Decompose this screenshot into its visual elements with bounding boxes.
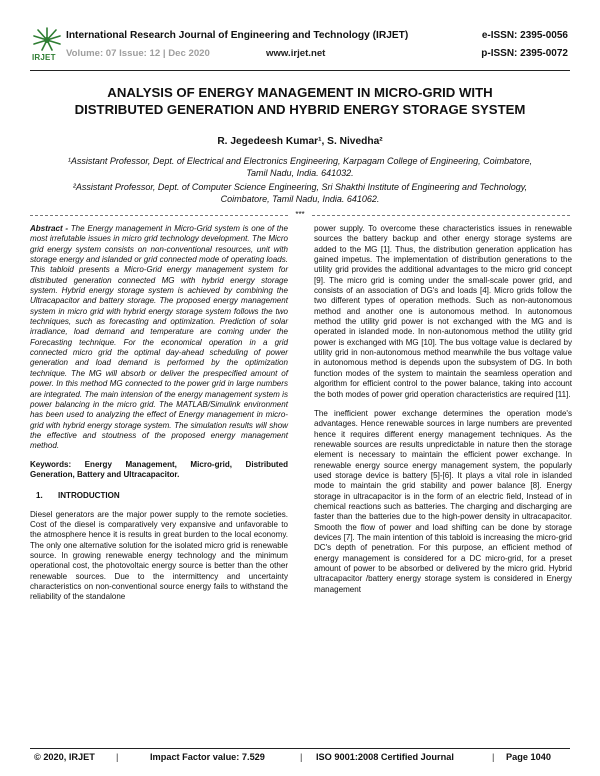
journal-website-link[interactable]: www.irjet.net bbox=[266, 48, 326, 59]
footer-impact-factor: Impact Factor value: 7.529 bbox=[150, 752, 265, 762]
footer-page-number: Page 1040 bbox=[506, 752, 551, 762]
page-footer bbox=[30, 752, 570, 766]
journal-name: International Research Journal of Engineering and Technology (IRJET) bbox=[66, 30, 409, 41]
paper-title bbox=[30, 84, 570, 118]
separator-stars: *** bbox=[295, 210, 305, 219]
footer-separator: | bbox=[116, 752, 119, 762]
keywords: Keywords: Energy Management, Micro-grid, Distributed Generation, Battery and Ultracapacitor. bbox=[30, 459, 288, 479]
intro-paragraph-1: Diesel generators are the major power supply to the remote societies. Cost of the diesel is comparatively very expansive and unfavorable to the atmosphere hence it is results in great burden to the local economy. The only one alternative solution for the isolated micro grid is renewable source. In growing renewable energy technology and the minimum operational cost, the photovoltaic energy source is better than the other renewable sources. Due to the intermittency and uncertainty characteristics on non-conventional source energy fails to withstand the reliability of the standalone bbox=[30, 509, 288, 602]
p-issn: p-ISSN: 2395-0072 bbox=[481, 48, 568, 59]
abstract-text: The Energy management in Micro-Grid system is one of the most irrefutable issues in micro grid technology development. The Micro grid energy system consists on non-conventional resources, unit with storage energy and islanded or grid connected mode of operating loads. This tabloid presents a Micro-Grid energy management system for distributed generation connected MG with hybrid energy storage system. Hybrid energy storage system is achieved by combining the Ultracapacitor and battery storage. The proposed energy management system in micro grid with hybrid energy storage system follows the two techniques, such as forecasting and optimization. Prediction of solar irradiance, load demand and temperature are coming under the Forecasting technique. For the economical operation in a grid connected micro grid the optimal day-ahead scheduling of power generation and load demand is performed by the optimization technique. The MG will absorb or deliver the prespecified amount of power. In this method MG connected to the power grid in large numbers are integrated. The main intension of the energy management system is power balancing in the micro grid. The MATLAB/Simulink environment has been used to analyzing the effect of Energy management in micro-grid with hybrid energy storage system. The simulation results will show the effective and stoutness of the proposed energy management method. bbox=[30, 224, 288, 451]
star-burst-icon bbox=[30, 26, 64, 54]
footer-separator: | bbox=[492, 752, 495, 762]
right-paragraph-1: power supply. To overcome these characteristics issues in renewable sources the battery backup and other energy storage systems are added to the MG [1]. Thus, the distribution generation application has gained impetus. The implementation of distribution generations to the utility grid provides the additional advantages to the micro grid concept [9]. The micro grid is coming under the small-scale power grid, and consists of an association of DG's and loads [4]. Micro grids follow the two different types of operation methods. Such as non-autonomous method and another one is autonomous method. In autonomous method the utility grid power is not exchanged with the MG and is operated in islanded mode. In non-autonomous method the utility grid power is exchanged with MG [10]. The bus voltage value is declared by utility grid in non-autonomous method meanwhile the bus voltage value in autonomous method is depends upon the subsystem of DG. In both function modes of the system to maintain the seamless operation and algorithm for efficient control to the power balance, taking into account the both modes of power grid operation characteristics are required [11]. bbox=[314, 224, 572, 399]
left-column bbox=[30, 224, 288, 607]
affiliation-1-line-1: ¹Assistant Professor, Dept. of Electrical and Electronics Engineering, Karpagam College of Engineering, Coimbatore, bbox=[67, 156, 533, 166]
journal-header bbox=[30, 26, 570, 66]
footer-copyright: © 2020, IRJET bbox=[34, 752, 95, 762]
irjet-logo bbox=[30, 26, 64, 66]
footer-separator: | bbox=[300, 752, 303, 762]
affiliation-1 bbox=[30, 155, 570, 179]
separator-dash-right bbox=[312, 215, 570, 216]
header-divider bbox=[30, 70, 570, 71]
section-separator bbox=[30, 210, 570, 220]
logo-text: IRJET bbox=[32, 53, 56, 62]
affiliation-2-line-2: Coimbatore, Tamil Nadu, India. 641062. bbox=[220, 194, 380, 204]
section-number: 1. bbox=[36, 491, 43, 501]
footer-divider bbox=[30, 748, 570, 749]
affiliation-2-line-1: ²Assistant Professor, Dept. of Computer Science Engineering, Sri Shakthi Institute of Engineering and Technology, bbox=[72, 182, 528, 192]
right-paragraph-2: The inefficient power exchange determines the operation mode's advantages. Hence renewable sources in large numbers are prevented hence it requires different energy management techniques. As the renewable sources are results unpredictable in nature then the storage element is necessary to maintain the efficient power exchange. In renewable energy source energy management system, the popularly used storage device is battery [5]-[6]. It plays a vital role in islanded mode to maintain the grid stability and power balance [8]. Energy storage in ultracapacitor is in the form of an electric field, Instead of in chemical reactions such as batteries. The charging and discharging are faster than the batteries due to the high-power density in ultracapacitor. Smooth the flow of power and load shifting can be done by storage devices [7]. The main intention of this tabloid is increasing the micro-grid DC's depth of penetration. For this purpose, an efficient method of energy management is considered for a DC micro-grid, for a preset amount of power to be absorbed or delivered by the micro grid. Hybrid ultracapacitor /battery energy storage system is considered in Energy management bbox=[314, 408, 572, 594]
section-heading-introduction bbox=[30, 491, 288, 501]
footer-iso: ISO 9001:2008 Certified Journal bbox=[316, 752, 454, 762]
volume-issue: Volume: 07 Issue: 12 | Dec 2020 bbox=[66, 48, 210, 59]
right-column bbox=[314, 224, 572, 599]
abstract bbox=[30, 224, 288, 452]
abstract-label: Abstract - bbox=[30, 224, 69, 233]
title-line-2: DISTRIBUTED GENERATION AND HYBRID ENERGY STORAGE SYSTEM bbox=[74, 102, 526, 117]
section-title: INTRODUCTION bbox=[58, 491, 120, 501]
affiliation-2 bbox=[30, 181, 570, 205]
title-line-1: ANALYSIS OF ENERGY MANAGEMENT IN MICRO-GRID WITH bbox=[107, 85, 493, 100]
authors: R. Jegedeesh Kumar¹, S. Nivedha² bbox=[217, 136, 383, 147]
affiliation-1-line-2: Tamil Nadu, India. 641032. bbox=[246, 168, 354, 178]
e-issn: e-ISSN: 2395-0056 bbox=[481, 30, 568, 41]
